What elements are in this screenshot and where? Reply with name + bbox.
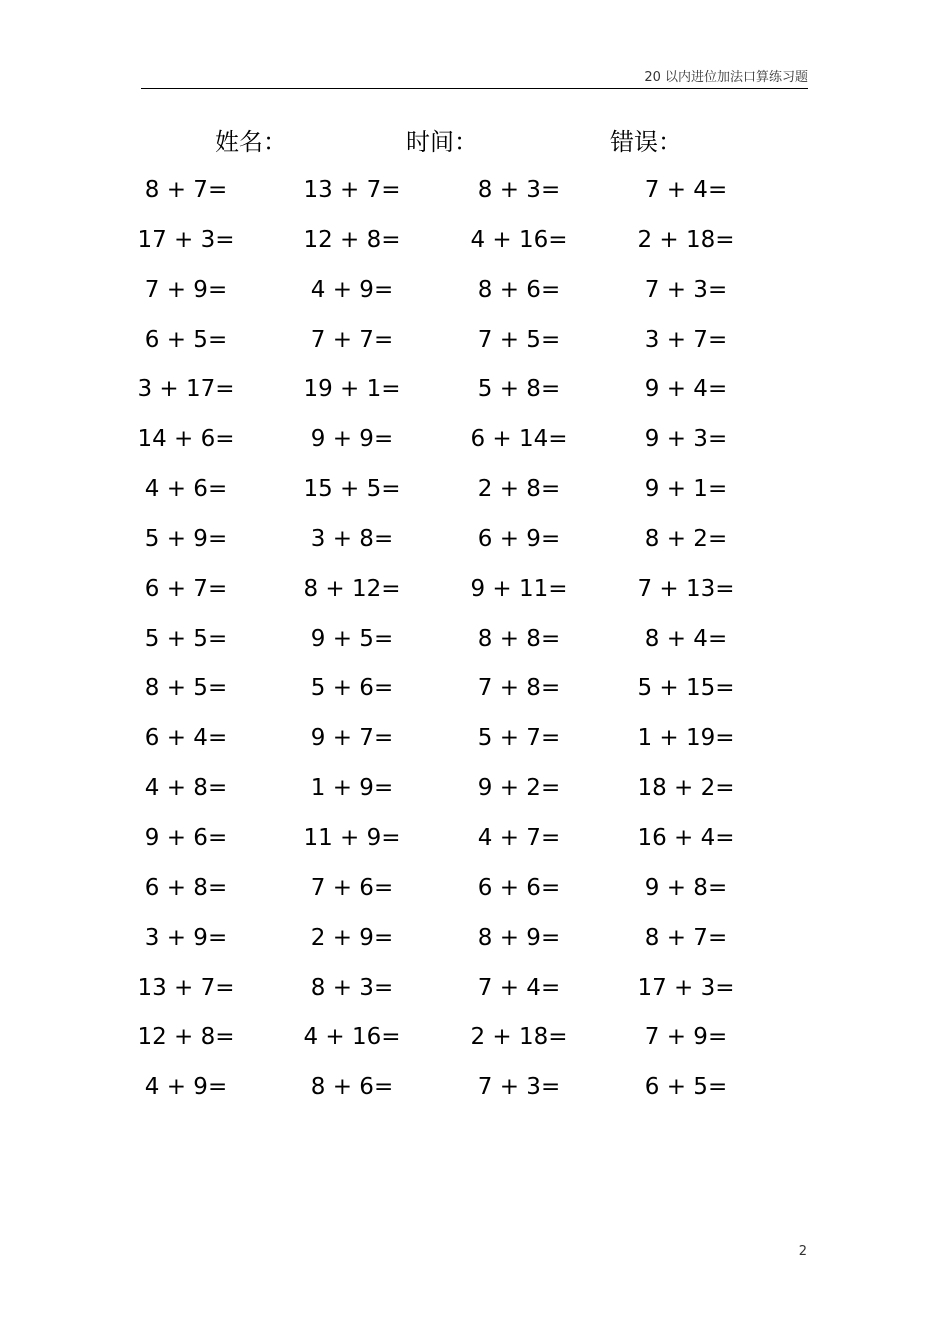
problem-row (0, 1063, 950, 1113)
problem-item: 6 + 8= (144, 874, 228, 901)
problem-item: 13 + 7= (137, 974, 235, 1001)
problem-row (0, 266, 950, 316)
problem-item: 8 + 6= (477, 276, 561, 303)
problem-item: 8 + 12= (303, 575, 401, 602)
problem-item: 7 + 9= (144, 276, 228, 303)
problem-row (0, 914, 950, 964)
problem-item: 7 + 6= (310, 874, 394, 901)
problem-item: 7 + 8= (477, 675, 561, 702)
problem-row (0, 1013, 950, 1063)
problem-item: 4 + 7= (477, 824, 561, 851)
problem-row (0, 465, 950, 515)
header-rule (141, 88, 808, 89)
problem-row (0, 714, 950, 764)
problem-item: 8 + 8= (477, 625, 561, 652)
problem-item: 17 + 3= (137, 226, 235, 253)
problem-item: 7 + 7= (310, 326, 394, 353)
problem-item: 6 + 14= (470, 426, 568, 453)
problem-item: 1 + 19= (637, 725, 735, 752)
problem-item: 7 + 5= (477, 326, 561, 353)
problem-row (0, 864, 950, 914)
problem-item: 14 + 6= (137, 426, 235, 453)
problem-item: 6 + 9= (477, 525, 561, 552)
problem-row (0, 415, 950, 465)
problem-item: 12 + 8= (137, 1024, 235, 1051)
problem-item: 8 + 5= (144, 675, 228, 702)
problem-row (0, 964, 950, 1014)
problem-item: 9 + 6= (144, 824, 228, 851)
problem-item: 9 + 8= (644, 874, 728, 901)
problem-item: 9 + 11= (470, 575, 568, 602)
student-info-row (0, 124, 950, 164)
problem-item: 4 + 8= (144, 775, 228, 802)
name-label: 姓名： (215, 128, 287, 156)
problem-item: 9 + 5= (310, 625, 394, 652)
problem-item: 7 + 3= (644, 276, 728, 303)
running-header-title: 20 以内进位加法口算练习题 (644, 70, 808, 85)
problem-item: 5 + 15= (637, 675, 735, 702)
problem-item: 9 + 9= (310, 426, 394, 453)
problem-item: 8 + 7= (144, 177, 228, 203)
problem-item: 8 + 4= (644, 625, 728, 652)
problem-item: 7 + 4= (477, 974, 561, 1001)
problem-item: 8 + 9= (477, 924, 561, 951)
problem-item: 5 + 9= (144, 525, 228, 552)
problem-grid (0, 166, 950, 1113)
problem-row (0, 814, 950, 864)
problem-item: 8 + 3= (310, 974, 394, 1001)
problem-item: 15 + 5= (303, 476, 401, 503)
problem-item: 6 + 5= (644, 1074, 728, 1101)
problem-row (0, 664, 950, 714)
problem-item: 8 + 6= (310, 1074, 394, 1101)
problem-item: 3 + 7= (644, 326, 728, 353)
problem-item: 6 + 7= (144, 575, 228, 602)
problem-item: 4 + 16= (303, 1024, 401, 1051)
problem-item: 7 + 9= (644, 1024, 728, 1051)
problem-item: 6 + 4= (144, 725, 228, 752)
problem-item: 5 + 6= (310, 675, 394, 702)
problem-item: 8 + 3= (477, 177, 561, 203)
problem-item: 5 + 8= (477, 376, 561, 403)
problem-item: 4 + 6= (144, 476, 228, 503)
problem-item: 9 + 1= (644, 476, 728, 503)
problem-row (0, 365, 950, 415)
problem-item: 9 + 4= (644, 376, 728, 403)
problem-item: 2 + 9= (310, 924, 394, 951)
problem-row (0, 515, 950, 565)
problem-item: 8 + 7= (644, 924, 728, 951)
problem-row (0, 316, 950, 366)
time-label: 时间： (406, 128, 478, 156)
problem-row (0, 764, 950, 814)
problem-item: 11 + 9= (303, 824, 401, 851)
problem-row (0, 166, 950, 216)
problem-row (0, 565, 950, 615)
problem-item: 5 + 7= (477, 725, 561, 752)
problem-item: 8 + 2= (644, 525, 728, 552)
problem-item: 16 + 4= (637, 824, 735, 851)
problem-item: 2 + 18= (470, 1024, 568, 1051)
problem-item: 17 + 3= (637, 974, 735, 1001)
problem-item: 9 + 7= (310, 725, 394, 752)
problem-item: 4 + 9= (310, 276, 394, 303)
problem-item: 1 + 9= (310, 775, 394, 802)
problem-item: 3 + 8= (310, 525, 394, 552)
problem-item: 7 + 3= (477, 1074, 561, 1101)
problem-item: 3 + 17= (137, 376, 235, 403)
problem-item: 19 + 1= (303, 376, 401, 403)
page-number: 2 (798, 1244, 807, 1259)
problem-item: 2 + 18= (637, 226, 735, 253)
problem-row (0, 216, 950, 266)
problem-item: 12 + 8= (303, 226, 401, 253)
problem-item: 7 + 4= (644, 177, 728, 203)
problem-item: 6 + 6= (477, 874, 561, 901)
problem-row (0, 615, 950, 665)
problem-item: 9 + 2= (477, 775, 561, 802)
problem-item: 5 + 5= (144, 625, 228, 652)
problem-item: 13 + 7= (303, 177, 401, 203)
errors-label: 错误： (610, 128, 682, 156)
problem-item: 4 + 16= (470, 226, 568, 253)
problem-item: 7 + 13= (637, 575, 735, 602)
problem-item: 2 + 8= (477, 476, 561, 503)
problem-item: 4 + 9= (144, 1074, 228, 1101)
problem-item: 6 + 5= (144, 326, 228, 353)
problem-item: 18 + 2= (637, 775, 735, 802)
problem-item: 3 + 9= (144, 924, 228, 951)
problem-item: 9 + 3= (644, 426, 728, 453)
